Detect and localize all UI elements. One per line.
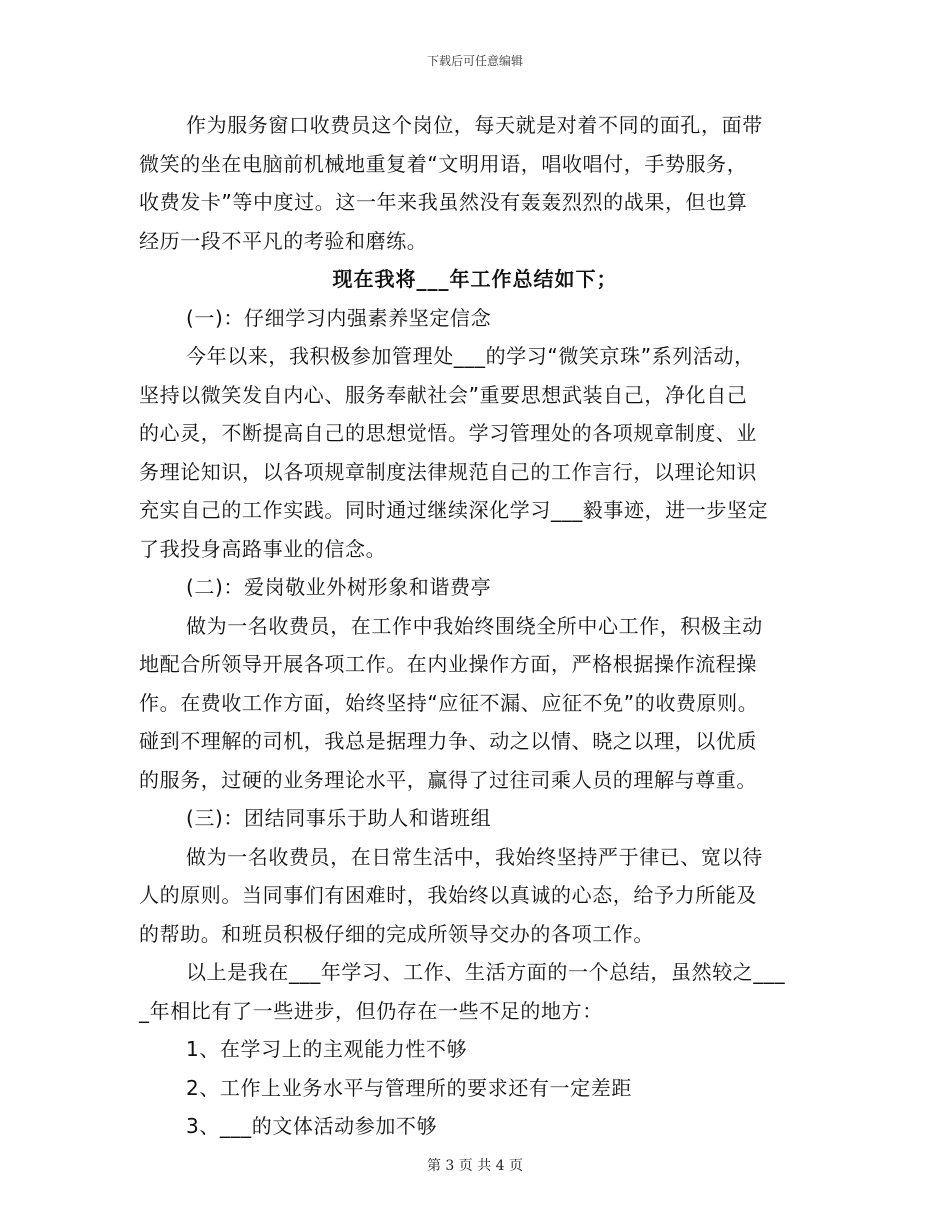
document-body — [139, 106, 811, 1146]
paragraph-line: 做为一名收费员，在工作中我始终围绕全所中心工作，积极主动 — [186, 613, 763, 638]
paragraph-line: 以上是我在___年学习、工作、生活方面的一个总结，虽然较之___ — [186, 960, 786, 984]
paragraph-line: 的服务，过硬的业务理论水平，赢得了过往司乘人员的理解与尊重。 — [139, 767, 757, 792]
list-item: 2、工作上业务水平与管理所的要求还有一定差距 — [186, 1075, 632, 1100]
section-heading-2: (二)：爱岗敬业外树形象和谐费亭 — [186, 575, 492, 599]
page-footer: 第 3 页 共 4 页 — [426, 1158, 524, 1174]
paragraph-line: 的帮助。和班员积极仔细的完成所领导交办的各项工作。 — [139, 921, 654, 946]
section-title: 现在我将___年工作总结如下； — [332, 267, 618, 291]
paragraph-line: 坚持以微笑发自内心、服务奉献社会”重要思想武装自己，净化自己 — [139, 382, 748, 407]
paragraph-line: 地配合所领导开展各项工作。在内业操作方面，严格根据操作流程操 — [139, 652, 757, 676]
section-heading-3: (三)：团结同事乐于助人和谐班组 — [186, 806, 492, 830]
paragraph-line: 了我投身高路事业的信念。 — [139, 536, 387, 561]
paragraph-line: 微笑的坐在电脑前机械地重复着“文明用语，唱收唱付，手势服务， — [139, 151, 748, 176]
list-item: 3、___的文体活动参加不够 — [186, 1114, 438, 1138]
page-header: 下载后可任意编辑 — [426, 54, 523, 68]
paragraph-line: 今年以来，我积极参加管理处___的学习“微笑京珠”系列活动， — [186, 344, 755, 368]
list-item: 1、在学习上的主观能力性不够 — [186, 1037, 468, 1061]
paragraph-line: 经历一段不平凡的考验和磨练。 — [139, 228, 428, 253]
paragraph-line: 作。在费收工作方面，始终坚持“应征不漏、应征不免”的收费原则。 — [139, 690, 759, 715]
paragraph-line: 人的原则。当同事们有困难时，我始终以真诚的心态，给予力所能及 — [139, 883, 757, 907]
section-heading-1: (一)：仔细学习内强素养坚定信念 — [186, 305, 492, 330]
paragraph-line: 的心灵，不断提高自己的思想觉悟。学习管理处的各项规章制度、业 — [139, 421, 757, 445]
paragraph-line: 做为一名收费员，在日常生活中，我始终坚持严于律已、宽以待 — [186, 844, 763, 869]
paragraph-line: 作为服务窗口收费员这个岗位，每天就是对着不同的面孔，面带 — [186, 113, 763, 137]
paragraph-line: 碰到不理解的司机，我总是据理力争、动之以情、晓之以理，以优质 — [139, 729, 757, 753]
paragraph-line: 收费发卡”等中度过。这一年来我虽然没有轰轰烈烈的战果，但也算 — [139, 190, 748, 214]
paragraph-line: 充实自己的工作实践。同时通过继续深化学习___毅事迹，进一步坚定 — [139, 498, 769, 522]
paragraph-line: 务理论知识，以各项规章制度法律规范自己的工作言行，以理论知识 — [139, 459, 757, 484]
paragraph-line: _年相比有了一些进步，但仍存在一些不足的地方： — [139, 998, 603, 1023]
